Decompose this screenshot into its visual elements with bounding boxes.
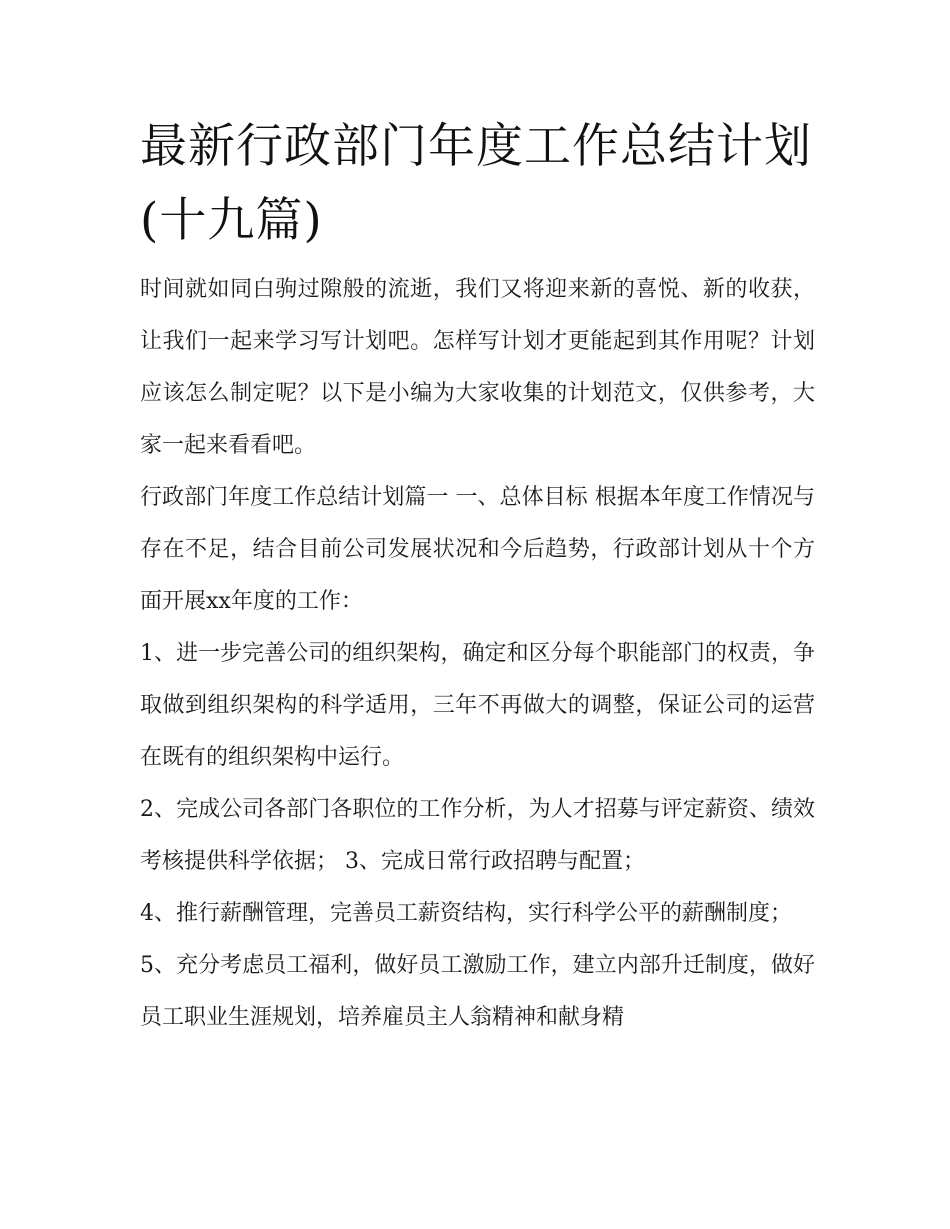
item-1-paragraph: 1、进一步完善公司的组织架构，确定和区分每个职能部门的权责，争取做到组织架构的科学适用，三年不再做大的调整，保证公司的运营在既有的组织架构中运行。	[140, 641, 815, 770]
item-4-paragraph: 4、推行薪酬管理，完善员工薪资结构，实行科学公平的薪酬制度；	[140, 901, 792, 926]
item-2-3-paragraph: 2、完成公司各部门各职位的工作分析，为人才招募与评定薪资、绩效考核提供科学依据； 3、完成日常行政招聘与配置；	[140, 797, 815, 874]
document-title: 最新行政部门年度工作总结计划(十九篇)	[140, 119, 812, 248]
intro-paragraph: 时间就如同白驹过隙般的流逝，我们又将迎来新的喜悦、新的收获，让我们一起来学习写计划吧。怎样写计划才更能起到其作用呢？计划应该怎么制定呢？以下是小编为大家收集的计划范文，仅供参考，大家一起来看看吧。	[140, 277, 815, 458]
item-5-paragraph: 5、充分考虑员工福利，做好员工激励工作，建立内部升迁制度，做好员工职业生涯规划，培养雇员主人翁精神和献身精	[140, 953, 815, 1030]
section-one-paragraph: 行政部门年度工作总结计划篇一 一、总体目标 根据本年度工作情况与存在不足，结合目前公司发展状况和今后趋势，行政部计划从十个方面开展xx年度的工作：	[140, 485, 815, 614]
document-page	[140, 110, 815, 1044]
